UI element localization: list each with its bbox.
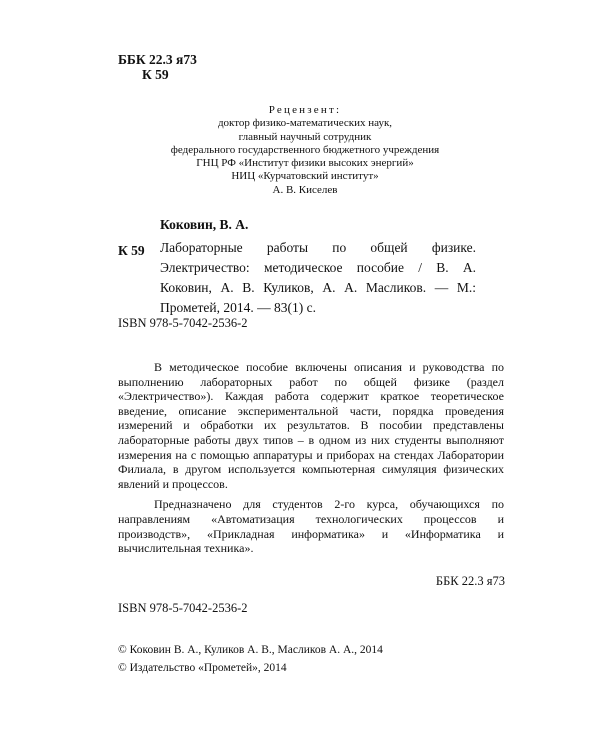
reviewer-block: [150, 104, 460, 197]
annotation: [118, 360, 504, 556]
isbn-top: ISBN 978-5-7042-2536-2: [118, 316, 248, 330]
reviewer-line: главный научный сотрудник: [238, 130, 372, 143]
bibliographic-description: Лабораторные работы по общей физике. Электричество: методическое пособие / В. А. Коковин, А. В. Куликов, А. А. Масликов. — М.: Прометей, 2014. — 83(1) с.: [160, 240, 476, 315]
annotation-paragraph: Предназначено для студентов 2-го курса, обучающихся по направлениям «Автоматизация технологических процессов и производств», «Прикладная информатика» и «Информатика и вычислительная техника».: [118, 497, 504, 556]
reviewer-line: А. В. Киселев: [272, 183, 338, 196]
reviewer-line: доктор физико-математических наук,: [217, 117, 393, 130]
copyright-authors: © Коковин В. А., Куликов А. В., Масликов А. А., 2014: [118, 644, 383, 656]
bbk-code: ББК 22.3 я73: [118, 52, 197, 67]
bbk-classification: [118, 52, 197, 82]
author-heading: Коковин, В. А.: [160, 217, 249, 232]
bbk-code-bottom: ББК 22.3 я73: [435, 574, 505, 588]
reviewer-line: ГНЦ РФ «Институт физики высоких энергий»: [196, 157, 414, 170]
reviewer-line: федерального государственного бюджетного учреждения: [170, 143, 440, 156]
isbn-bottom: ISBN 978-5-7042-2536-2: [118, 601, 248, 615]
card-code: К 59: [118, 243, 145, 258]
annotation-paragraph: В методическое пособие включены описания и руководства по выполнению лабораторных работ по общей физике (раздел «Электричество»). Каждая работа содержит краткое теоретическое введение, описание экспериментальной части, порядка проведения измерений и обработки их результатов. В пособии представлены лабораторные работы двух типов – в одном из них студенты выполняют измерения на с помощью аппаратуры и приборах на стендах Лаборатории Филиала, в другом используется компьютерная симуляция физических явлений и процессов.: [118, 360, 504, 491]
author-mark: К 59: [142, 67, 169, 82]
reviewer-heading: Рецензент:: [268, 104, 342, 116]
reviewer-line: НИЦ «Курчатовский институт»: [231, 170, 379, 183]
copyright-publisher: © Издательство «Прометей», 2014: [118, 662, 287, 674]
